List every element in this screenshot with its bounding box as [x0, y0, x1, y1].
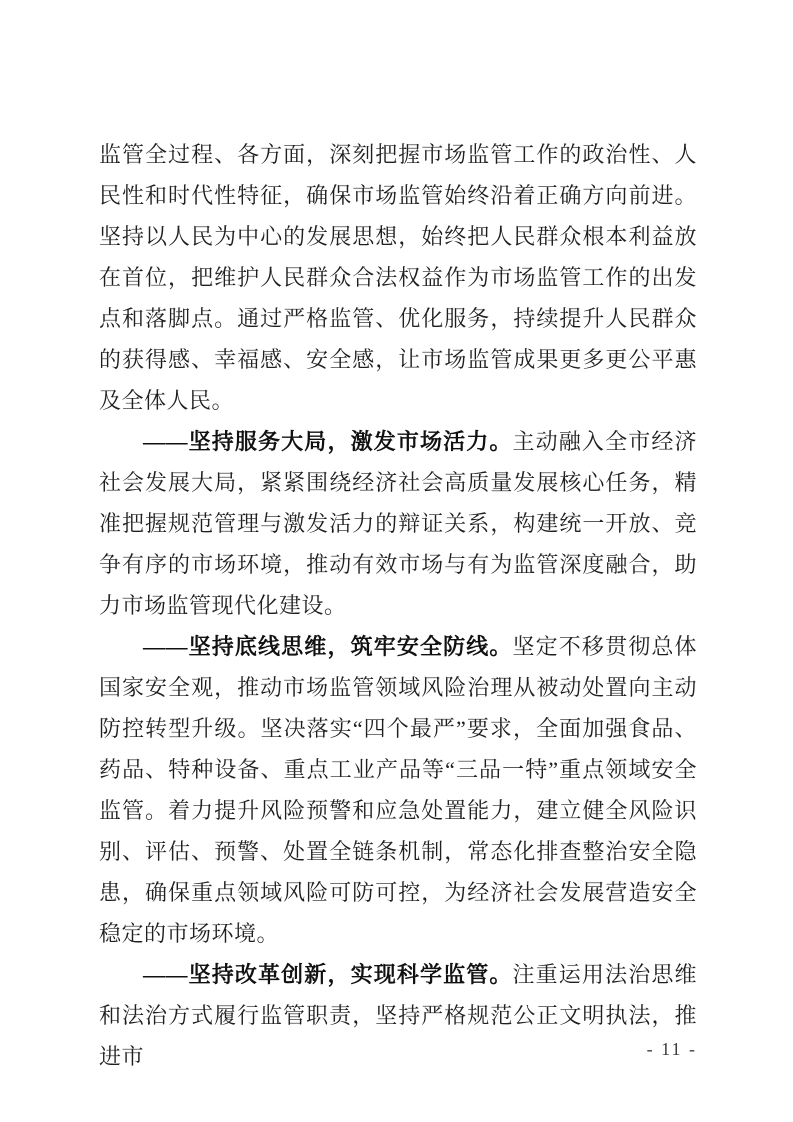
paragraph-lead: ——坚持改革创新，实现科学监管。: [143, 962, 513, 987]
document-body: [99, 134, 697, 1077]
paragraph-lead: ——坚持底线思维，筑牢安全防线。: [143, 634, 513, 659]
paragraph-lead: ——坚持服务大局，激发市场活力。: [143, 429, 513, 454]
paragraph: ——坚持改革创新，实现科学监管。注重运用法治思维和法治方式履行监管职责，坚持严格规范公正文明执法，推进市: [99, 962, 697, 1069]
paragraph: 监管全过程、各方面，深刻把握市场监管工作的政治性、人民性和时代性特征，确保市场监管始终沿着正确方向前进。坚持以人民为中心的发展思想，始终把人民群众根本利益放在首位，把维护人民群众合法权益作为市场监管工作的出发点和落脚点。通过严格监管、优化服务，持续提升人民群众的获得感、幸福感、安全感，让市场监管成果更多更公平惠及全体人民。: [99, 142, 697, 413]
page-number: - 11 -: [646, 1039, 697, 1059]
paragraph: ——坚持服务大局，激发市场活力。主动融入全市经济社会发展大局，紧紧围绕经济社会高质量发展核心任务，精准把握规范管理与激发活力的辩证关系，构建统一开放、竞争有序的市场环境，推动有效市场与有为监管深度融合，助力市场监管现代化建设。: [99, 429, 697, 618]
paragraph: ——坚持底线思维，筑牢安全防线。坚定不移贯彻总体国家安全观，推动市场监管领域风险治理从被动处置向主动防控转型升级。坚决落实“四个最严”要求，全面加强食品、药品、特种设备、重点工业产品等“三品一特”重点领域安全监管。着力提升风险预警和应急处置能力，建立健全风险识别、评估、预警、处置全链条机制，常态化排查整治安全隐患，确保重点领域风险可防可控，为经济社会发展营造安全稳定的市场环境。: [99, 634, 697, 946]
